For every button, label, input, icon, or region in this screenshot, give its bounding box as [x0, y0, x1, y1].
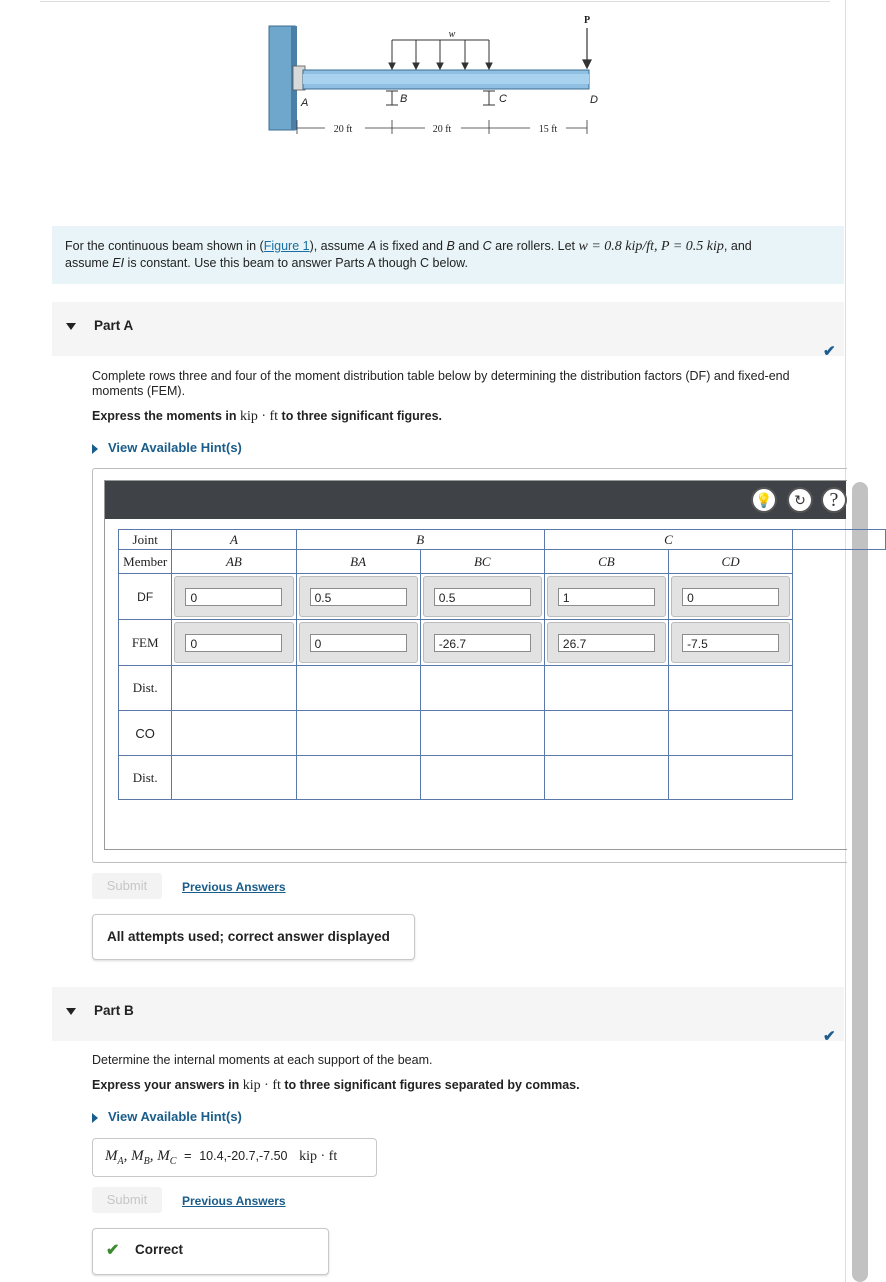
part-a-status-text: All attempts used; correct answer displayed: [107, 929, 390, 944]
part-b-answer-unit: kip · ft: [299, 1149, 338, 1164]
table-cell: [296, 666, 420, 711]
lightbulb-icon[interactable]: 💡: [751, 487, 777, 513]
part-b-previous-answers-link[interactable]: Previous Answers: [182, 1194, 286, 1208]
part-b-express: Express your answers in kip · ft to three significant figures separated by commas.: [92, 1078, 580, 1093]
member-ba: BA: [296, 550, 420, 574]
part-b-submit-button[interactable]: Submit: [92, 1187, 162, 1213]
part-b-answer-box: $M_A$, $M_B$, $M_C = 10.4,-20.7,-7.50$ kip · ft: [92, 1138, 377, 1177]
joint-b: B: [296, 530, 544, 550]
support-c: [483, 91, 495, 105]
part-a-check-icon: ✔: [823, 343, 836, 360]
member-header: Member: [119, 550, 172, 574]
label-a: A: [301, 97, 309, 109]
problem-intro: For the continuous beam shown in (Figure 1), assume A is fixed and B and C are rollers. Let w = 0.8 kip/ft, P = 0.5 kip, and assume EI is constant. Use this beam to answer Parts A though C below.: [52, 226, 844, 284]
joint-header: Joint: [119, 530, 172, 550]
table-cell: [420, 666, 544, 711]
part-b-hint-link[interactable]: View Available Hint(s): [92, 1109, 242, 1124]
point-load: [583, 28, 591, 68]
collapse-icon[interactable]: [66, 323, 76, 330]
moment-distribution-table: [118, 529, 886, 800]
part-a-express: Express the moments in kip · ft to three significant figures.: [92, 409, 442, 424]
answer-variable-ma: $M_A$, $M_B$, $M_C$: [105, 1148, 177, 1167]
load-p-label: P: [583, 15, 591, 26]
member-cd: CD: [668, 550, 792, 574]
part-b-header[interactable]: [52, 987, 844, 1041]
collapse-icon[interactable]: [66, 1008, 76, 1015]
row-label-dist: Dist.: [119, 666, 172, 711]
support-b: [386, 91, 398, 105]
part-a-label: Part A: [94, 318, 134, 333]
label-d: D: [590, 94, 598, 106]
dim-bc: 20 ft: [432, 124, 452, 135]
correct-check-icon: ✔: [106, 1242, 120, 1259]
fem-ba-input[interactable]: 0: [310, 634, 407, 652]
df-bc-input[interactable]: 0.5: [434, 588, 531, 606]
table-cell: [668, 666, 792, 711]
row-label-dist-2: Dist.: [119, 756, 172, 800]
part-b-answer-value: 10.4,-20.7,-7.50: [199, 1149, 288, 1163]
table-cell: [296, 711, 420, 756]
fem-bc-input[interactable]: -26.7: [434, 634, 531, 652]
help-icon[interactable]: ?: [821, 487, 847, 513]
part-a-instruction: Complete rows three and four of the moment distribution table below by determining the distribution factors (DF) and fixed-end moments (FEM).: [92, 369, 790, 398]
beam-figure: [255, 10, 635, 140]
part-a-submit-button[interactable]: Submit: [92, 873, 162, 899]
part-b-status-box: [92, 1228, 329, 1275]
expand-icon: [92, 444, 98, 454]
table-toolbar: [105, 481, 846, 519]
table-cell: [172, 711, 296, 756]
part-a-previous-answers-link[interactable]: Previous Answers: [182, 880, 286, 894]
row-label-df: DF: [119, 574, 172, 620]
distributed-load: [389, 40, 492, 69]
dim-cd: 15 ft: [538, 124, 558, 135]
member-cb: CB: [544, 550, 668, 574]
label-b: B: [400, 93, 408, 105]
part-a-status-box: [92, 914, 415, 960]
member-bc: BC: [420, 550, 544, 574]
part-b-instruction: Determine the internal moments at each support of the beam.: [92, 1053, 433, 1067]
table-cell: [420, 711, 544, 756]
part-b-status-text: Correct: [135, 1242, 184, 1257]
dim-ab: 20 ft: [333, 124, 353, 135]
part-a-hint-link[interactable]: View Available Hint(s): [92, 440, 242, 455]
table-cell: [668, 711, 792, 756]
part-a-header[interactable]: [52, 302, 844, 356]
df-cb-input[interactable]: 1: [558, 588, 655, 606]
table-cell: [172, 666, 296, 711]
figure-link[interactable]: Figure 1: [263, 239, 310, 253]
df-ab-input[interactable]: 0: [185, 588, 282, 606]
df-cd-input[interactable]: 0: [682, 588, 779, 606]
table-cell: [544, 711, 668, 756]
joint-c: C: [544, 530, 792, 550]
load-w-label: w: [448, 29, 456, 40]
expand-icon: [92, 1113, 98, 1123]
table-cell: [296, 756, 420, 800]
row-label-fem: FEM: [119, 620, 172, 666]
joint-a: A: [172, 530, 296, 550]
top-divider: [40, 1, 830, 2]
table-cell: [172, 756, 296, 800]
row-label-co: CO: [119, 711, 172, 756]
fem-cd-input[interactable]: -7.5: [682, 634, 779, 652]
df-ba-input[interactable]: 0.5: [310, 588, 407, 606]
fem-ab-input[interactable]: 0: [185, 634, 282, 652]
table-cell: [544, 756, 668, 800]
fem-cb-input[interactable]: 26.7: [558, 634, 655, 652]
table-cell: [544, 666, 668, 711]
reset-icon[interactable]: ↻: [787, 487, 813, 513]
member-ab: AB: [172, 550, 296, 574]
label-c: C: [499, 93, 507, 105]
table-cell: [668, 756, 792, 800]
part-b-label: Part B: [94, 1003, 134, 1018]
part-b-check-icon: ✔: [823, 1028, 836, 1045]
table-cell: [420, 756, 544, 800]
